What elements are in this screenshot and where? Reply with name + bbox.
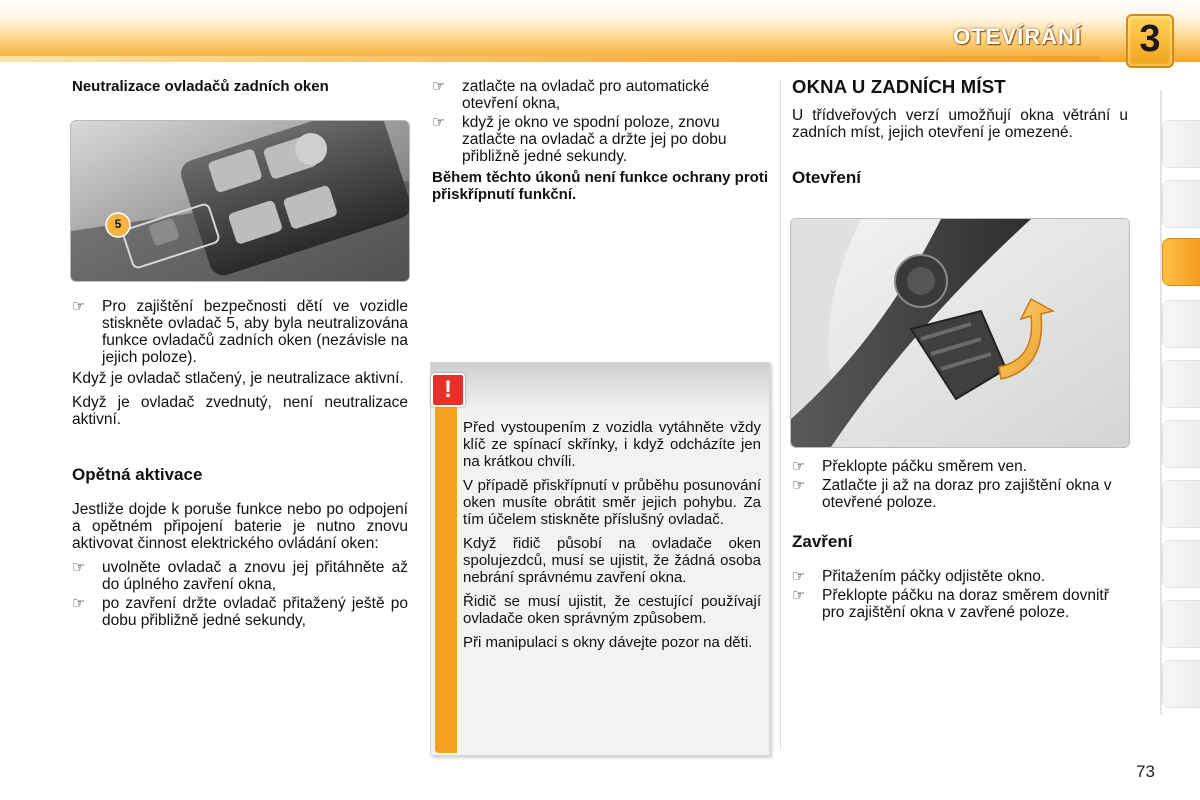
exclamation-warning-icon: !: [431, 373, 465, 407]
section-heading-neutralization: Neutralizace ovladačů zadních oken: [72, 78, 329, 95]
thumb-tab-7[interactable]: [1162, 480, 1200, 528]
warning-box: [430, 362, 770, 756]
bullet-text: po zavření držte ovladač přitažený ještě po dobu přibližně jedné sekundy,: [102, 595, 408, 629]
thumb-tab-6[interactable]: [1162, 420, 1200, 468]
section-heading-rear-windows: OKNA U ZADNÍCH MÍST: [792, 76, 1006, 97]
bullet-text: Překlopte páčku na doraz směrem dovnitř pro zajištění okna v zavřené poloze.: [822, 587, 1109, 621]
rear-window-latch-image: [790, 218, 1130, 448]
paragraph: Jestliže dojde k poruše funkce nebo po odpojení a opětném připojení baterie je nutno znovu aktivovat činnost elektrického ovládání oken:: [72, 501, 408, 552]
bullet-text: Zatlačte ji až na doraz pro zajištění okna v otevřené poloze.: [822, 477, 1112, 511]
right-column: [792, 78, 1128, 193]
window-switch-illustration: [71, 121, 409, 281]
list-item: [72, 595, 408, 629]
middle-column: [432, 78, 768, 210]
chapter-number-badge: [1126, 14, 1174, 68]
left-column-body: [72, 298, 408, 631]
list-item: [72, 298, 408, 366]
column-divider: [780, 80, 781, 750]
paragraph: Když je ovladač zvednutý, není neutralizace aktivní.: [72, 394, 408, 428]
thumb-tab-5[interactable]: [1162, 360, 1200, 408]
warning-paragraph: Při manipulaci s okny dávejte pozor na děti.: [463, 634, 753, 651]
thumb-tab-4[interactable]: [1162, 300, 1200, 348]
thumb-tab-1[interactable]: [1162, 120, 1200, 168]
section-heading-reactivation: Opětná aktivace: [72, 465, 203, 484]
pointing-hand-icon: ☞: [792, 477, 806, 494]
warning-accent-stripe: [435, 383, 457, 753]
thumb-tab-10[interactable]: [1162, 660, 1200, 708]
rear-window-latch-illustration: [791, 219, 1129, 447]
list-item: [792, 458, 1128, 475]
list-item: [792, 587, 1128, 621]
thumb-tab-8[interactable]: [1162, 540, 1200, 588]
pointing-hand-icon: ☞: [72, 559, 86, 576]
figure-label-5: 5: [114, 217, 122, 231]
left-column: [72, 78, 408, 102]
pointing-hand-icon: ☞: [792, 587, 806, 604]
thumb-tab-9[interactable]: [1162, 600, 1200, 648]
bullet-text: Překlopte páčku směrem ven.: [822, 458, 1028, 475]
pointing-hand-icon: ☞: [72, 298, 86, 315]
list-item: [72, 559, 408, 593]
pointing-hand-icon: ☞: [432, 78, 446, 95]
list-item: [432, 78, 768, 112]
list-item: [432, 114, 768, 165]
pointing-hand-icon: ☞: [72, 595, 86, 612]
warning-paragraph: V případě přiskřípnutí v průběhu posunování oken musíte obrátit směr jejich pohybu. Za tím účelem stiskněte příslušný ovladač.: [463, 477, 761, 528]
thumb-tab-2[interactable]: [1162, 180, 1200, 228]
header-accent-line: [0, 56, 1100, 62]
bold-safety-note: Během těchto úkonů není funkce ochrany proti přiskřípnutí funkční.: [432, 169, 768, 203]
bullet-text: zatlačte na ovladač pro automatické otevření okna,: [462, 78, 710, 112]
chapter-number: 3: [1139, 18, 1161, 60]
bullet-text: uvolněte ovladač a znovu jej přitáhněte až do úplného zavření okna,: [102, 559, 408, 593]
bullet-text: Přitažením páčky odjistěte okno.: [822, 568, 1046, 585]
pointing-hand-icon: ☞: [432, 114, 446, 131]
paragraph: U třídveřových verzí umožňují okna větrání u zadních míst, jejich otevření je omezené.: [792, 107, 1128, 141]
bullet-text: Pro zajištění bezpečnosti dětí ve vozidle stiskněte ovladač 5, aby byla neutralizována funkce ovladačů zadních oken (nezávisle na jejich poloze).: [102, 298, 408, 366]
warning-paragraph: Před vystoupením z vozidla vytáhněte vždy klíč ze spínací skřínky, i když odcházíte jen na krátkou chvíli.: [463, 419, 761, 470]
section-heading-closing: Zavření: [792, 532, 853, 551]
warning-paragraph: Když řidič působí na ovladače oken spolujezdců, musí se ujistit, že žádná osoba nebrání správnému zavření okna.: [463, 535, 761, 586]
chapter-title: OTEVÍRÁNÍ: [953, 24, 1082, 49]
warning-text: [463, 419, 761, 658]
right-column-body: [792, 458, 1128, 623]
warning-box-header: [431, 363, 769, 411]
section-heading-opening: Otevření: [792, 168, 861, 187]
pointing-hand-icon: ☞: [792, 568, 806, 585]
list-item: [792, 477, 1128, 511]
list-item: [792, 568, 1128, 585]
window-switch-panel-image: [70, 120, 410, 282]
paragraph: Když je ovladač stlačený, je neutralizace aktivní.: [72, 370, 404, 387]
warning-paragraph: Řidič se musí ujistit, že cestující používají ovladače oken správným způsobem.: [463, 593, 761, 627]
bullet-text: když je okno ve spodní poloze, znovu zatlačte na ovladač a držte jej po dobu přibližně jedné sekundy.: [462, 114, 727, 165]
page-number: 73: [1136, 762, 1155, 781]
pointing-hand-icon: ☞: [792, 458, 806, 475]
thumb-tab-current[interactable]: [1162, 238, 1200, 286]
